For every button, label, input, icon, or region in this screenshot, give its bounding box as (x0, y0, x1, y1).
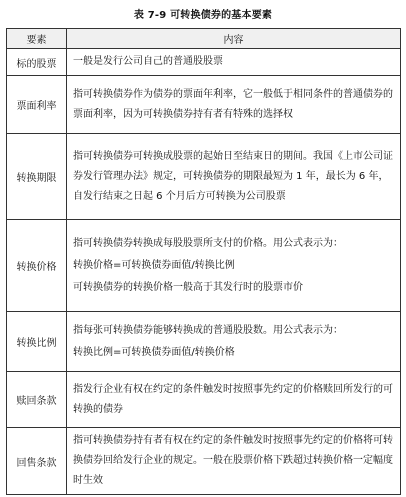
elements-table (6, 28, 401, 495)
row-key: 转换比例 (7, 312, 67, 372)
content-line: 指可转换债券转换成每股股票所支付的价格。用公式表示为： (73, 237, 343, 249)
table-row (7, 372, 401, 428)
header-content: 内容 (67, 29, 401, 49)
table-header-row (7, 29, 401, 49)
table-row (7, 76, 401, 134)
row-content (67, 312, 401, 372)
row-content (67, 76, 401, 134)
content-line: 一般是发行公司自己的普通股股票 (73, 56, 223, 67)
row-key: 转换价格 (7, 220, 67, 312)
row-content (67, 428, 401, 495)
table-row (7, 312, 401, 372)
content-line: 转换价格=可转换债券面值/转换比例 (73, 259, 235, 271)
table-row (7, 220, 401, 312)
content-line: 指可转换债券持有者有权在约定的条件触发时按照事先约定的价格将可转换债券回给发行企业的规定。一般在股票价格下跌超过转换价格一定幅度时生效 (73, 435, 393, 486)
header-key: 要素 (7, 29, 67, 49)
row-content (67, 372, 401, 428)
row-content (67, 220, 401, 312)
table-caption: 表 7-9 可转换债券的基本要素 (133, 10, 273, 21)
content-line: 指可转换债券作为债券的票面年利率，它一般低于相同条件的普通债券的票面利率，因为可转换债券持有者有特殊的选择权 (73, 88, 393, 120)
content-line: 指发行企业有权在约定的条件触发时按照事先约定的价格赎回所发行的可转换的债券 (73, 383, 393, 415)
row-content (67, 134, 401, 220)
table-row (7, 134, 401, 220)
content-line: 转换比例=可转换债券面值/转换价格 (73, 346, 235, 358)
content-line: 指可转换债券可转换成股票的起始日至结束日的期间。我国《上市公司证券发行管理办法》规定，可转换债券的期限最短为 1 年，最长为 6 年，自发行结束之日起 6 个月后方可转换为公司股票 (73, 150, 393, 202)
table-row (7, 49, 401, 76)
row-key: 回售条款 (7, 428, 67, 495)
row-key: 转换期限 (7, 134, 67, 220)
table-row (7, 428, 401, 495)
row-key: 赎回条款 (7, 372, 67, 428)
row-content (67, 49, 401, 76)
content-line: 指每张可转换债券能够转换成的普通股股数。用公式表示为： (73, 324, 343, 336)
row-key: 票面利率 (7, 76, 67, 134)
content-line: 可转换债券的转换价格一般高于其发行时的股票市价 (73, 281, 303, 293)
row-key: 标的股票 (7, 49, 67, 76)
